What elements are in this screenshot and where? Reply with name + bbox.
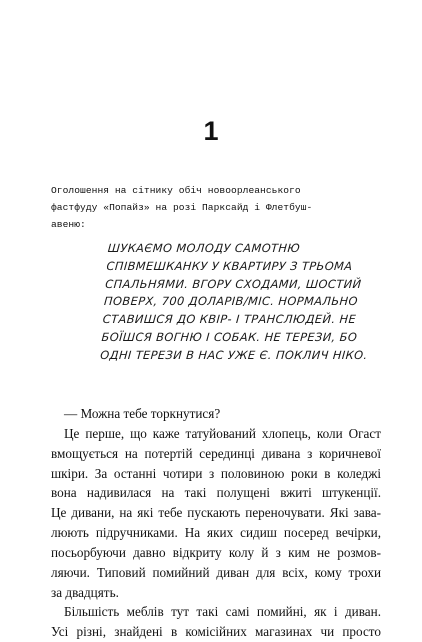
intro-line: фастфуду «Попайз» на розі Парксайд і Флетбуш- — [51, 202, 313, 213]
body-paragraphs — [51, 404, 381, 642]
body-line: Це перше, що каже татуйований хлопець, коли Огаст — [64, 425, 381, 441]
flyer-line: СПІВМЕШКАНКУ У КВАРТИРУ З ТРЬОМА — [106, 258, 354, 273]
handwritten-flyer-text — [100, 240, 389, 365]
body-line: шкіри. За останні чотири з половиною роки в коледжі — [51, 465, 381, 481]
body-line: ляючи. Типовий помийний диван для всіх, кому трохи — [51, 564, 381, 580]
intro-line: Оголошення на сітнику обіч новоорлеанського — [51, 185, 301, 196]
flyer-line: ОДНІ ТЕРЕЗИ В НАС УЖЕ Є. ПОКЛИЧ НІКО. — [99, 347, 369, 362]
flyer-line: СТАВИШСЯ ДО КВІР- І ТРАНСЛЮДЕЙ. НЕ — [102, 312, 357, 327]
body-line: вмощується на потертій серединці дивана з коричневої — [51, 445, 381, 461]
body-line: люють підручниками. На яких сидиш посеред вечірки, — [51, 525, 381, 541]
body-line: Більшість меблів тут такі самі помийні, як і диван. — [64, 604, 381, 620]
chapter-number: 1 — [203, 116, 219, 146]
intro-line: авеню: — [51, 219, 86, 230]
flyer-line: ШУКАЄМО МОЛОДУ САМОТНЮ — [107, 241, 301, 255]
body-line: за двадцять. — [51, 584, 119, 600]
flyer-line: ПОВЕРХ, 700 ДОЛАРІВ/МІС. НОРМАЛЬНО — [103, 294, 359, 309]
dialogue-line: — Можна тебе торкнутися? — [64, 406, 221, 421]
body-line: посьорбуючи давно відкриту колу й з ким не розмов- — [51, 544, 381, 560]
flyer-line: СПАЛЬНЯМИ. ВГОРУ СХОДАМИ, ШОСТИЙ — [104, 276, 363, 291]
intro-paragraph — [51, 182, 381, 233]
body-line: Усі різні, знайдені в комісійних магазинах чи просто — [51, 624, 381, 640]
body-line: Це дивани, на які тебе пускають переночувати. Які зава- — [51, 505, 381, 521]
body-line: вона надивилася на такі полущені вжиті штукенції. — [51, 485, 381, 501]
flyer-line: БОЇШСЯ ВОГНЮ І СОБАК. НЕ ТЕРЕЗИ, БО — [101, 329, 358, 344]
